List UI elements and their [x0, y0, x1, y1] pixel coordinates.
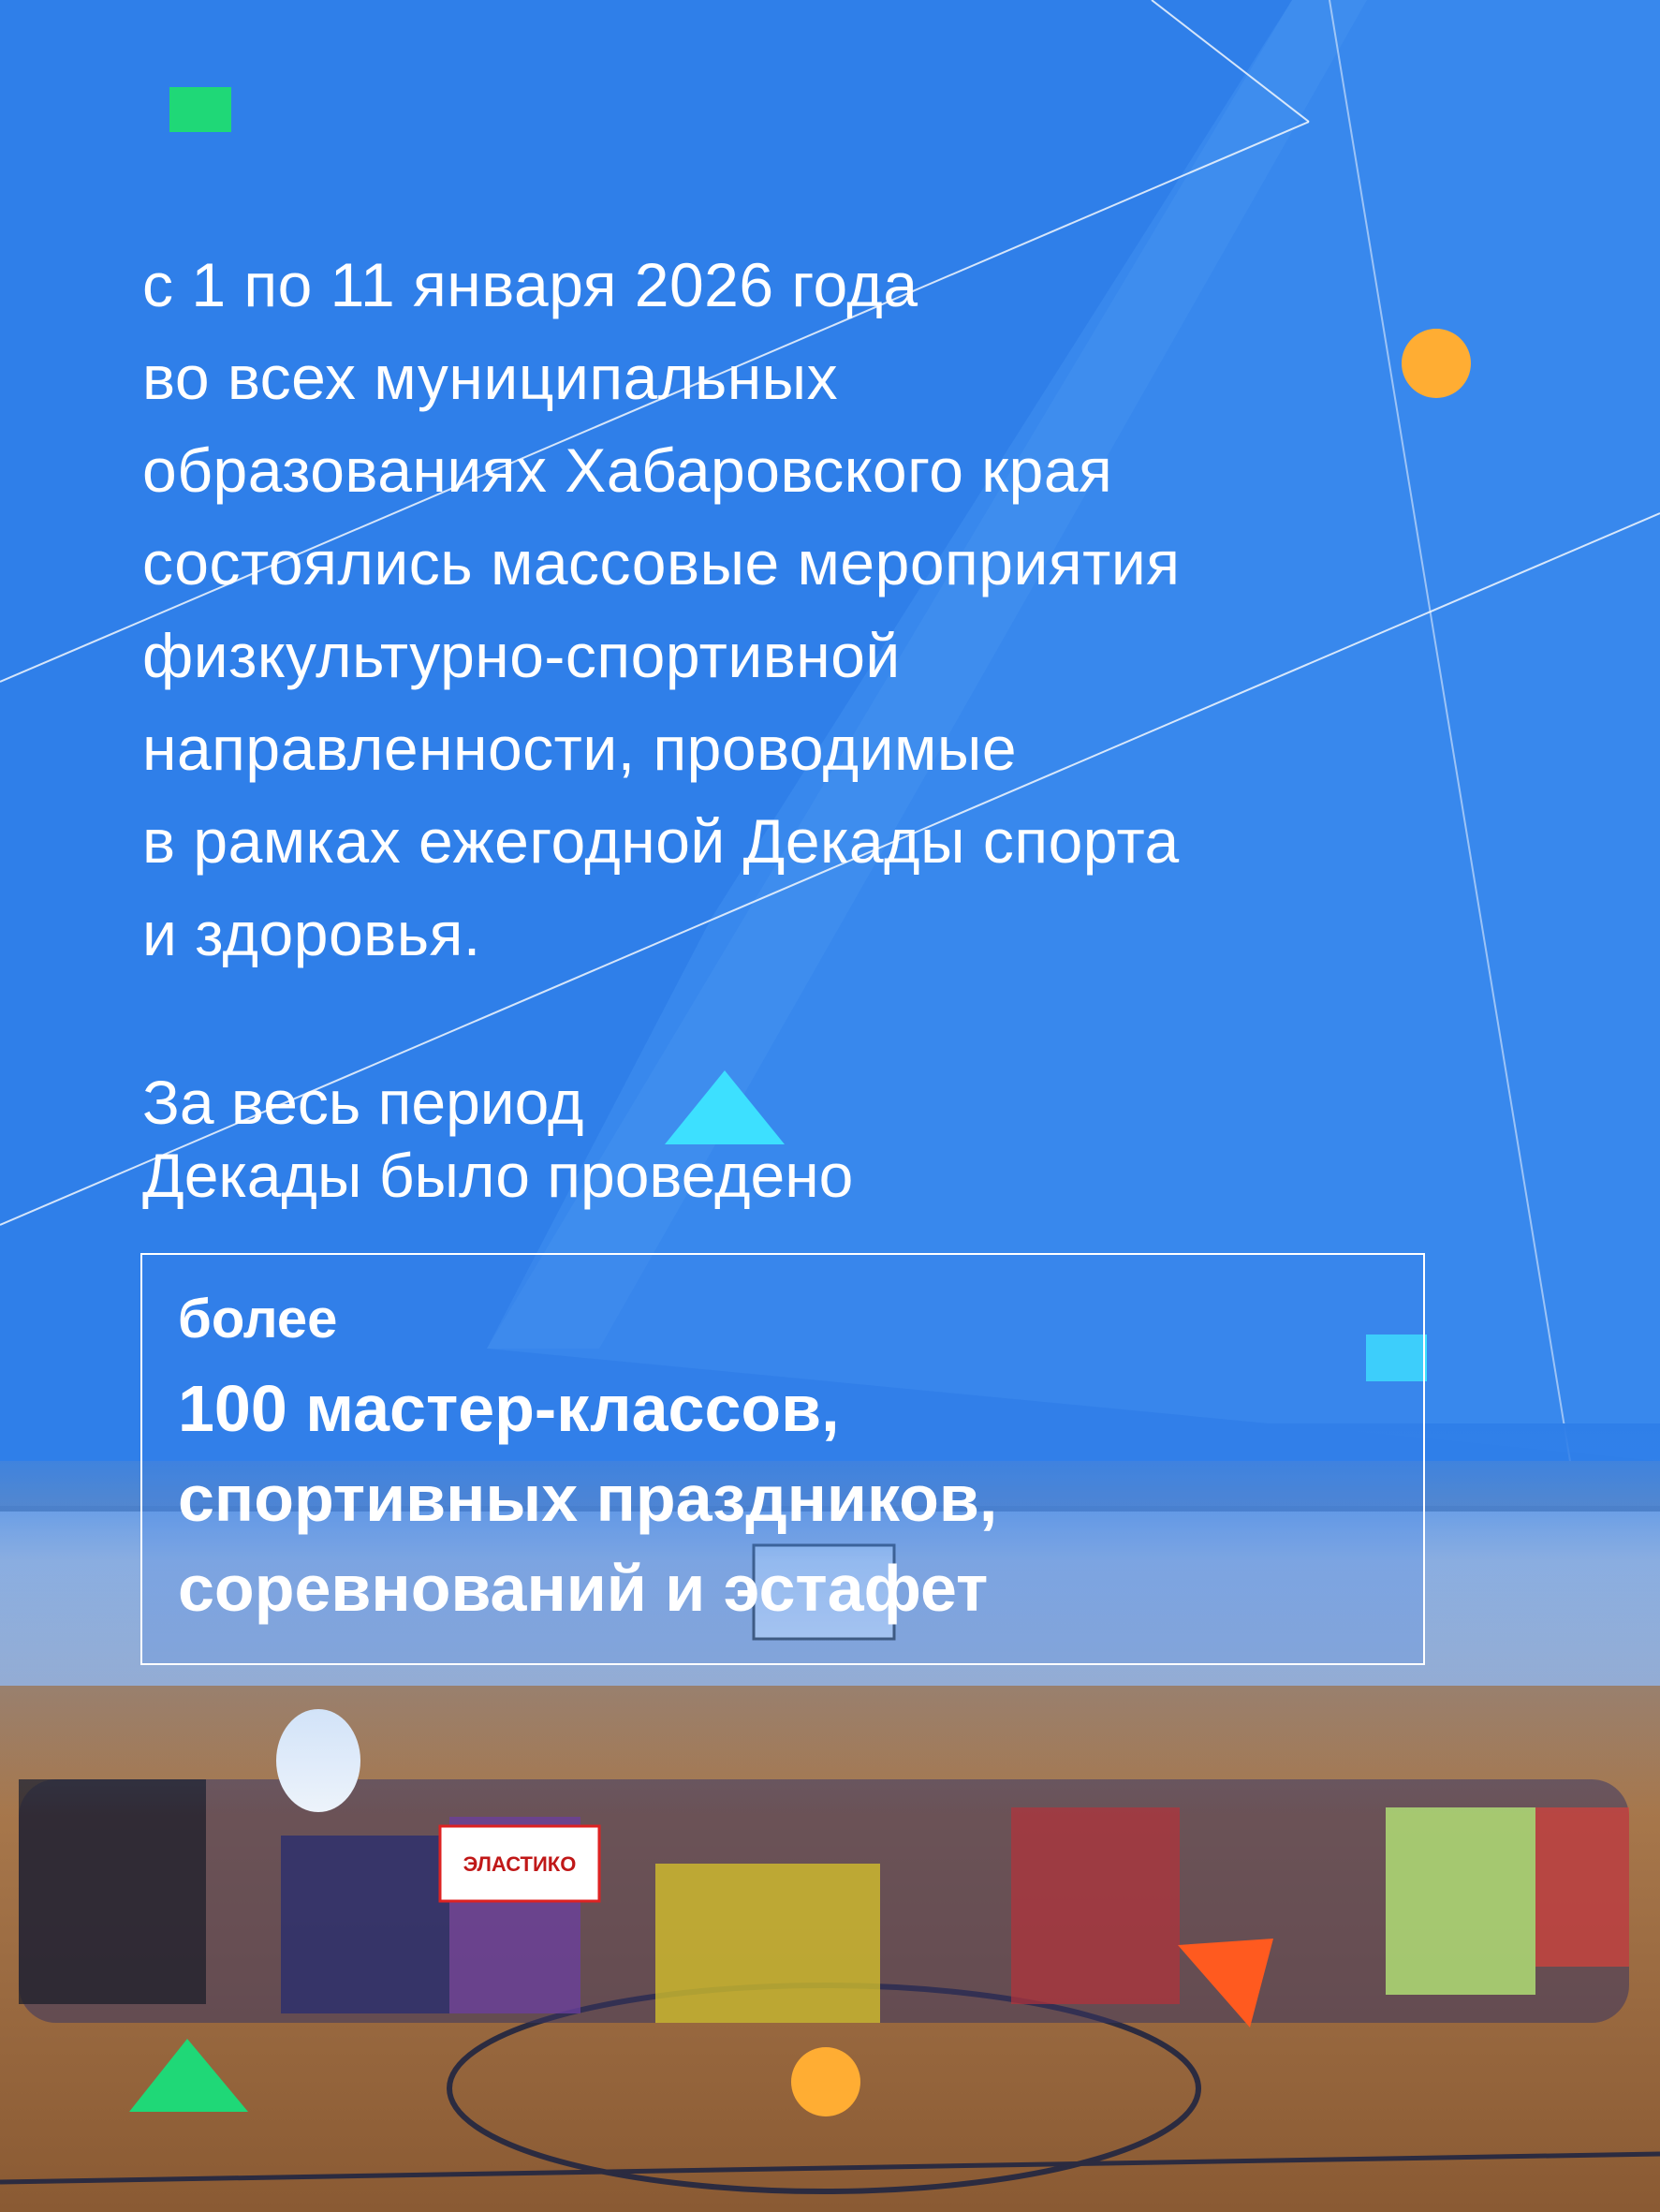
intro-line: с 1 по 11 января 2026 года: [142, 250, 918, 319]
intro-line: образованиях Хабаровского края: [142, 435, 1113, 505]
period-line: Декады было проведено: [142, 1141, 854, 1210]
period-text: [142, 1066, 853, 1212]
intro-line: состоялись массовые мероприятия: [142, 528, 1181, 597]
highlight-line: спортивных праздников,: [178, 1462, 998, 1535]
intro-line: во всех муниципальных: [142, 343, 839, 412]
crowd-block-yellow: [655, 1864, 880, 2023]
intro-line: в рамках ежегодной Декады спорта: [142, 806, 1180, 876]
crowd-block-orange: [1535, 1807, 1629, 1967]
highlight-box: [140, 1253, 1425, 1665]
team-banner-text: ЭЛАСТИКО: [463, 1852, 577, 1876]
highlight-line: 100 мастер-классов,: [178, 1372, 840, 1445]
crowd-block-navy: [281, 1836, 449, 2013]
highlight-prefix: более: [178, 1289, 338, 1349]
orange-circle-bottom: [791, 2047, 860, 2116]
green-square: [169, 87, 231, 132]
intro-line: направленности, проводимые: [142, 714, 1018, 783]
intro-text: [142, 239, 1603, 981]
period-line: За весь период: [142, 1068, 584, 1137]
highlight-line: соревнований и эстафет: [178, 1552, 989, 1625]
crowd-block-red: [1011, 1807, 1180, 2004]
highlight-main: [178, 1364, 997, 1633]
intro-line: и здоровья.: [142, 899, 481, 968]
crowd-block-green: [1386, 1807, 1535, 1995]
intro-line: физкультурно-спортивной: [142, 621, 901, 690]
